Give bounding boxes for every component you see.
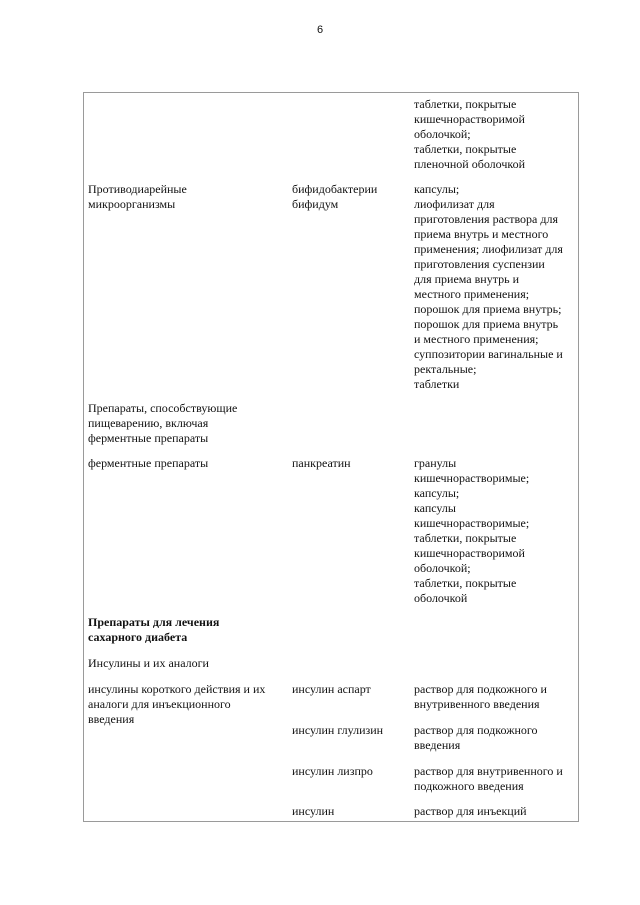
substance-cell: инсулин лизпро: [292, 764, 373, 778]
drug-group-cell: Инсулины и их аналоги: [88, 656, 209, 670]
drug-group-cell: Противодиарейные микроорганизмы: [88, 182, 187, 211]
dosage-forms-cell: таблетки, покрытые кишечнорастворимой оболочкой; таблетки, покрытые пленочной оболочкой: [414, 97, 526, 171]
dosage-forms-cell: раствор для подкожного и внутривенного введения: [414, 682, 547, 711]
drug-group-cell: ферментные препараты: [88, 456, 209, 470]
substance-cell: инсулин глулизин: [292, 723, 384, 737]
substance-cell: бифидобактерии бифидум: [292, 182, 378, 211]
substance-cell: инсулин аспарт: [292, 682, 371, 696]
section-heading: Препараты для лечения сахарного диабета: [88, 615, 220, 644]
dosage-forms-cell: раствор для инъекций: [414, 804, 527, 818]
drug-table: [83, 92, 579, 822]
page-number: 6: [316, 24, 324, 36]
dosage-forms-cell: гранулы кишечнорастворимые; капсулы; капсулы кишечнорастворимые; таблетки, покрытые кишечнорастворимой оболочкой; таблетки, покрытые оболочкой: [414, 456, 530, 605]
drug-group-cell: Препараты, способствующие пищеварению, включая ферментные препараты: [88, 401, 238, 445]
drug-group-cell: инсулины короткого действия и их аналоги для инъекционного введения: [88, 682, 266, 726]
dosage-forms-cell: раствор для внутривенного и подкожного введения: [414, 764, 563, 793]
substance-cell: инсулин: [292, 804, 335, 818]
dosage-forms-cell: раствор для подкожного введения: [414, 723, 538, 752]
substance-cell: панкреатин: [292, 456, 351, 470]
dosage-forms-cell: капсулы; лиофилизат для приготовления раствора для приема внутрь и местного применения; лиофилизат для приготовления суспензии для приема внутрь и местного применения; порошок для приема внутрь; порошок для приема внутрь и местного применения; суппозитории вагинальные и ректальные; таблетки: [414, 182, 563, 391]
